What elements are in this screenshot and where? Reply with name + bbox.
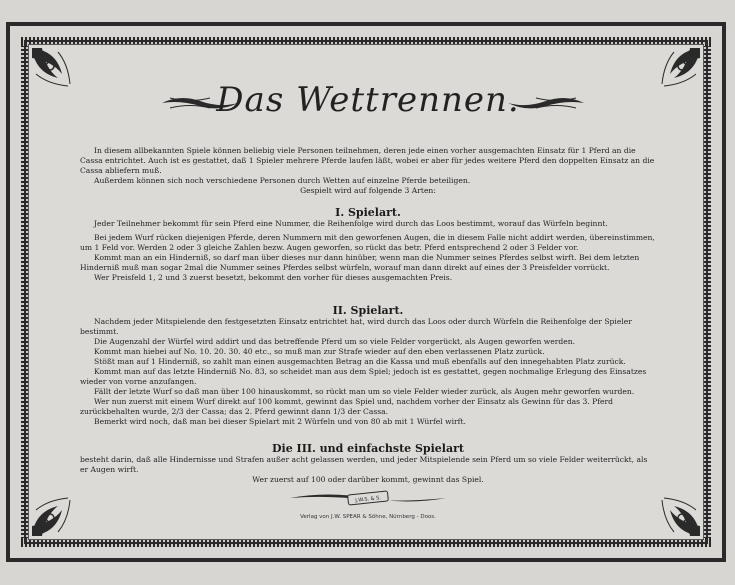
section-1 bbox=[80, 206, 656, 283]
corner-ornament-icon bbox=[648, 484, 704, 540]
intro-subheading: Gespielt wird auf folgende 3 Arten: bbox=[300, 186, 436, 195]
rule-paragraph: Wer zuerst auf 100 oder darüber kommt, gewinnt das Spiel. bbox=[252, 475, 484, 484]
intro-paragraph: In diesem allbekannten Spiele können beliebig viele Personen teilnehmen, deren jede einen vorher ausgemachten Einsatz für 1 Pferd an die Cassa entrichtet. Auch ist es gestattet, daß 1 Spieler mehrere Pferde laufen läßt, wobei er aber für jedes weitere Pferd den doppelten Einsatz an die Cassa abliefern muß. bbox=[80, 146, 655, 175]
title-row bbox=[80, 80, 656, 128]
intro-block bbox=[80, 146, 656, 196]
rule-paragraph: Kommt man auf das letzte Hinderniß No. 83, so scheidet man aus dem Spiel; jedoch ist es gestattet, gegen nochmalige Erlegung des Einsatzes wieder von vorne anzufangen. bbox=[80, 367, 647, 386]
publisher-imprint: Verlag von J.W. SPEAR & Söhne, Nürnberg - Doos. bbox=[300, 514, 436, 520]
corner-ornament-icon bbox=[648, 44, 704, 100]
logo-text: J.W.S. & S. bbox=[355, 495, 382, 504]
rule-paragraph: Bei jedem Wurf rücken diejenigen Pferde, deren Nummern mit den geworfenen Augen, die in diesem Falle nicht addirt werden, übereinstimmen, um 1 Feld vor. Werden 2 oder 3 gleiche Zahlen bezw. Augen geworfen, so rückt das betr. Pferd entsprechend 2 oder 3 Felder vor. bbox=[80, 233, 655, 252]
publisher-logo-icon bbox=[288, 489, 448, 507]
page-title: Das Wettrennen. bbox=[216, 80, 520, 120]
rules-content bbox=[80, 52, 656, 532]
flourish-icon bbox=[506, 92, 586, 114]
rule-paragraph: Wer Preisfeld 1, 2 und 3 zuerst besetzt, bekommt den vorher für dieses ausgemachten Preis. bbox=[94, 273, 453, 282]
rule-paragraph: Stößt man auf 1 Hinderniß, so zahlt man einen ausgemachten Betrag an die Kassa und muß ebenfalls auf den innegehabten Platz zurück. bbox=[94, 357, 626, 366]
section-heading: I. Spielart. bbox=[335, 206, 401, 219]
rule-paragraph: Kommt man an ein Hinderniß, so darf man über dieses nur dann hinüber, wenn man die Nummer seines Pferdes selbst wirft. Bei dem letzten Hinderniß muß man sogar 2mal die Nummer seines Pferdes selbst würfeln, worauf man dann direkt auf eines der 3 Preisfelder vorrückt. bbox=[80, 253, 640, 272]
section-3 bbox=[80, 442, 656, 485]
intro-paragraph: Außerdem können sich noch verschiedene Personen durch Wetten auf einzelne Pferde beteiligen. bbox=[94, 176, 471, 185]
section-heading: Die III. und einfachste Spielart bbox=[272, 442, 464, 455]
rule-paragraph: Nachdem jeder Mitspielende den festgesetzten Einsatz entrichtet hat, wird durch das Loos oder durch Würfeln die Reihenfolge der Spieler bestimmt. bbox=[80, 317, 632, 336]
rule-paragraph: Bemerkt wird noch, daß man bei dieser Spielart mit 2 Würfeln und von 80 ab mit 1 Würfel wirft. bbox=[94, 417, 466, 426]
rule-paragraph: Kommt man hiebei auf No. 10. 20. 30. 40 etc., so muß man zur Strafe wieder auf den eben verlassenen Platz zurück. bbox=[94, 347, 545, 356]
rule-paragraph: Wer nun zuerst mit einem Wurf direkt auf 100 kommt, gewinnt das Spiel und, nachdem vorher der Einsatz als Gewinn für das 3. Pferd zurückbehalten wurde, 2/3 der Cassa; das 2. Pferd gewinnt dann 1/3 der Cassa. bbox=[80, 397, 614, 416]
rule-paragraph: Jeder Teilnehmer bekommt für sein Pferd eine Nummer, die Reihenfolge wird durch das Loos bestimmt, worauf das Würfeln beginnt. bbox=[94, 219, 608, 228]
corner-ornament-icon bbox=[28, 484, 84, 540]
section-2 bbox=[80, 304, 656, 427]
corner-ornament-icon bbox=[28, 44, 84, 100]
rule-paragraph: Die Augenzahl der Würfel wird addirt und das betreffende Pferd um so viele Felder vorgerückt, als Augen geworfen werden. bbox=[94, 337, 576, 346]
section-heading: II. Spielart. bbox=[332, 304, 404, 317]
rule-paragraph: Fällt der letzte Wurf so daß man über 100 hinauskommt, so rückt man um so viele Felder wieder zurück, als Augen mehr geworfen wurden. bbox=[94, 387, 635, 396]
rule-paragraph: besteht darin, daß alle Hindernisse und Strafen außer acht gelassen werden, und jeder Mitspielende sein Pferd um so viele Felder weiterrückt, als er Augen wirft. bbox=[80, 455, 648, 474]
